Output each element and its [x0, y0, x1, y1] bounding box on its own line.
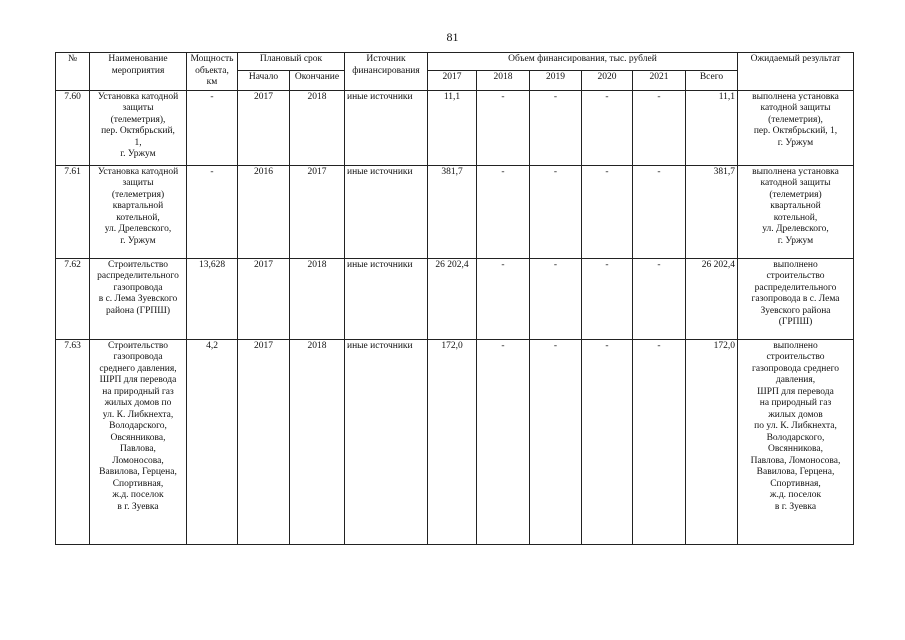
row-y2021: - — [633, 165, 686, 258]
table-row — [56, 165, 854, 258]
row-start: 2016 — [238, 165, 290, 258]
row-source: иные источники — [345, 90, 428, 165]
header-year-2019: 2019 — [530, 71, 582, 90]
row-y2021: - — [633, 258, 686, 339]
row-result: выполнено строительство газопровода среднего давления, ШРП для перевода на природный газ жилых домов по ул. К. Либкнехта, Володарского, Овсянникова, Павлова, Ломоносова, Вавилова, Герцена, Спортивная, ж.д. поселок в г. Зуевка — [738, 339, 854, 544]
row-num: 7.60 — [56, 90, 90, 165]
row-name: Строительство газопровода среднего давления, ШРП для перевода на природный газ жилых домов по ул. К. Либкнехта, Володарского, Овсянникова, Павлова, Ломоносова, Вавилова, Герцена, Спортивная, ж.д. поселок в г. Зуевка — [90, 339, 187, 544]
row-result: выполнена установка катодной защиты (телеметрия), пер. Октябрьский, 1, г. Уржум — [738, 90, 854, 165]
header-year-2017: 2017 — [428, 71, 477, 90]
row-source: иные источники — [345, 339, 428, 544]
header-name: Наименование мероприятия — [90, 53, 187, 91]
row-capacity: - — [187, 165, 238, 258]
row-capacity: 13,628 — [187, 258, 238, 339]
header-term-end: Окончание — [290, 71, 345, 90]
row-start: 2017 — [238, 90, 290, 165]
row-capacity: 4,2 — [187, 339, 238, 544]
row-y2017: 381,7 — [428, 165, 477, 258]
row-num: 7.63 — [56, 339, 90, 544]
row-start: 2017 — [238, 339, 290, 544]
row-y2020: - — [582, 90, 633, 165]
row-y2019: - — [530, 258, 582, 339]
header-year-2018: 2018 — [477, 71, 530, 90]
row-total: 172,0 — [686, 339, 738, 544]
row-y2017: 172,0 — [428, 339, 477, 544]
row-y2017: 11,1 — [428, 90, 477, 165]
row-end: 2017 — [290, 165, 345, 258]
page-number: 81 — [446, 30, 459, 44]
row-start: 2017 — [238, 258, 290, 339]
header-num: № — [56, 53, 90, 91]
header-result: Ожидаемый результат — [738, 53, 854, 91]
header-term: Плановый срок — [238, 53, 345, 71]
row-y2019: - — [530, 90, 582, 165]
row-num: 7.61 — [56, 165, 90, 258]
header-funding: Объем финансирования, тыс. рублей — [428, 53, 738, 71]
header-capacity: Мощность объекта, км — [187, 53, 238, 91]
row-capacity: - — [187, 90, 238, 165]
row-y2017: 26 202,4 — [428, 258, 477, 339]
row-y2020: - — [582, 339, 633, 544]
row-total: 381,7 — [686, 165, 738, 258]
header-term-start: Начало — [238, 71, 290, 90]
row-y2021: - — [633, 90, 686, 165]
row-name: Установка катодной защиты (телеметрия) квартальной котельной, ул. Дрелевского, г. Уржум — [90, 165, 187, 258]
row-source: иные источники — [345, 258, 428, 339]
row-y2021: - — [633, 339, 686, 544]
row-name: Строительство распределительного газопровода в с. Лема Зуевского района (ГРПШ) — [90, 258, 187, 339]
row-y2018: - — [477, 339, 530, 544]
row-y2018: - — [477, 90, 530, 165]
header-year-2020: 2020 — [582, 71, 633, 90]
table-row — [56, 258, 854, 339]
row-y2020: - — [582, 258, 633, 339]
row-y2019: - — [530, 165, 582, 258]
financing-table — [55, 52, 854, 545]
row-y2018: - — [477, 258, 530, 339]
table-row — [56, 90, 854, 165]
row-total: 11,1 — [686, 90, 738, 165]
row-end: 2018 — [290, 90, 345, 165]
row-end: 2018 — [290, 339, 345, 544]
header-year-2021: 2021 — [633, 71, 686, 90]
row-y2018: - — [477, 165, 530, 258]
row-y2020: - — [582, 165, 633, 258]
row-name: Установка катодной защиты (телеметрия), пер. Октябрьский, 1, г. Уржум — [90, 90, 187, 165]
row-y2019: - — [530, 339, 582, 544]
table-row — [56, 339, 854, 544]
header-source: Источник финансирования — [345, 53, 428, 91]
row-source: иные источники — [345, 165, 428, 258]
row-num: 7.62 — [56, 258, 90, 339]
row-end: 2018 — [290, 258, 345, 339]
row-result: выполнено строительство распределительного газопровода в с. Лема Зуевского района (ГРПШ) — [738, 258, 854, 339]
row-result: выполнена установка катодной защиты (телеметрия) квартальной котельной, ул. Дрелевского, г. Уржум — [738, 165, 854, 258]
header-total: Всего — [686, 71, 738, 90]
row-total: 26 202,4 — [686, 258, 738, 339]
